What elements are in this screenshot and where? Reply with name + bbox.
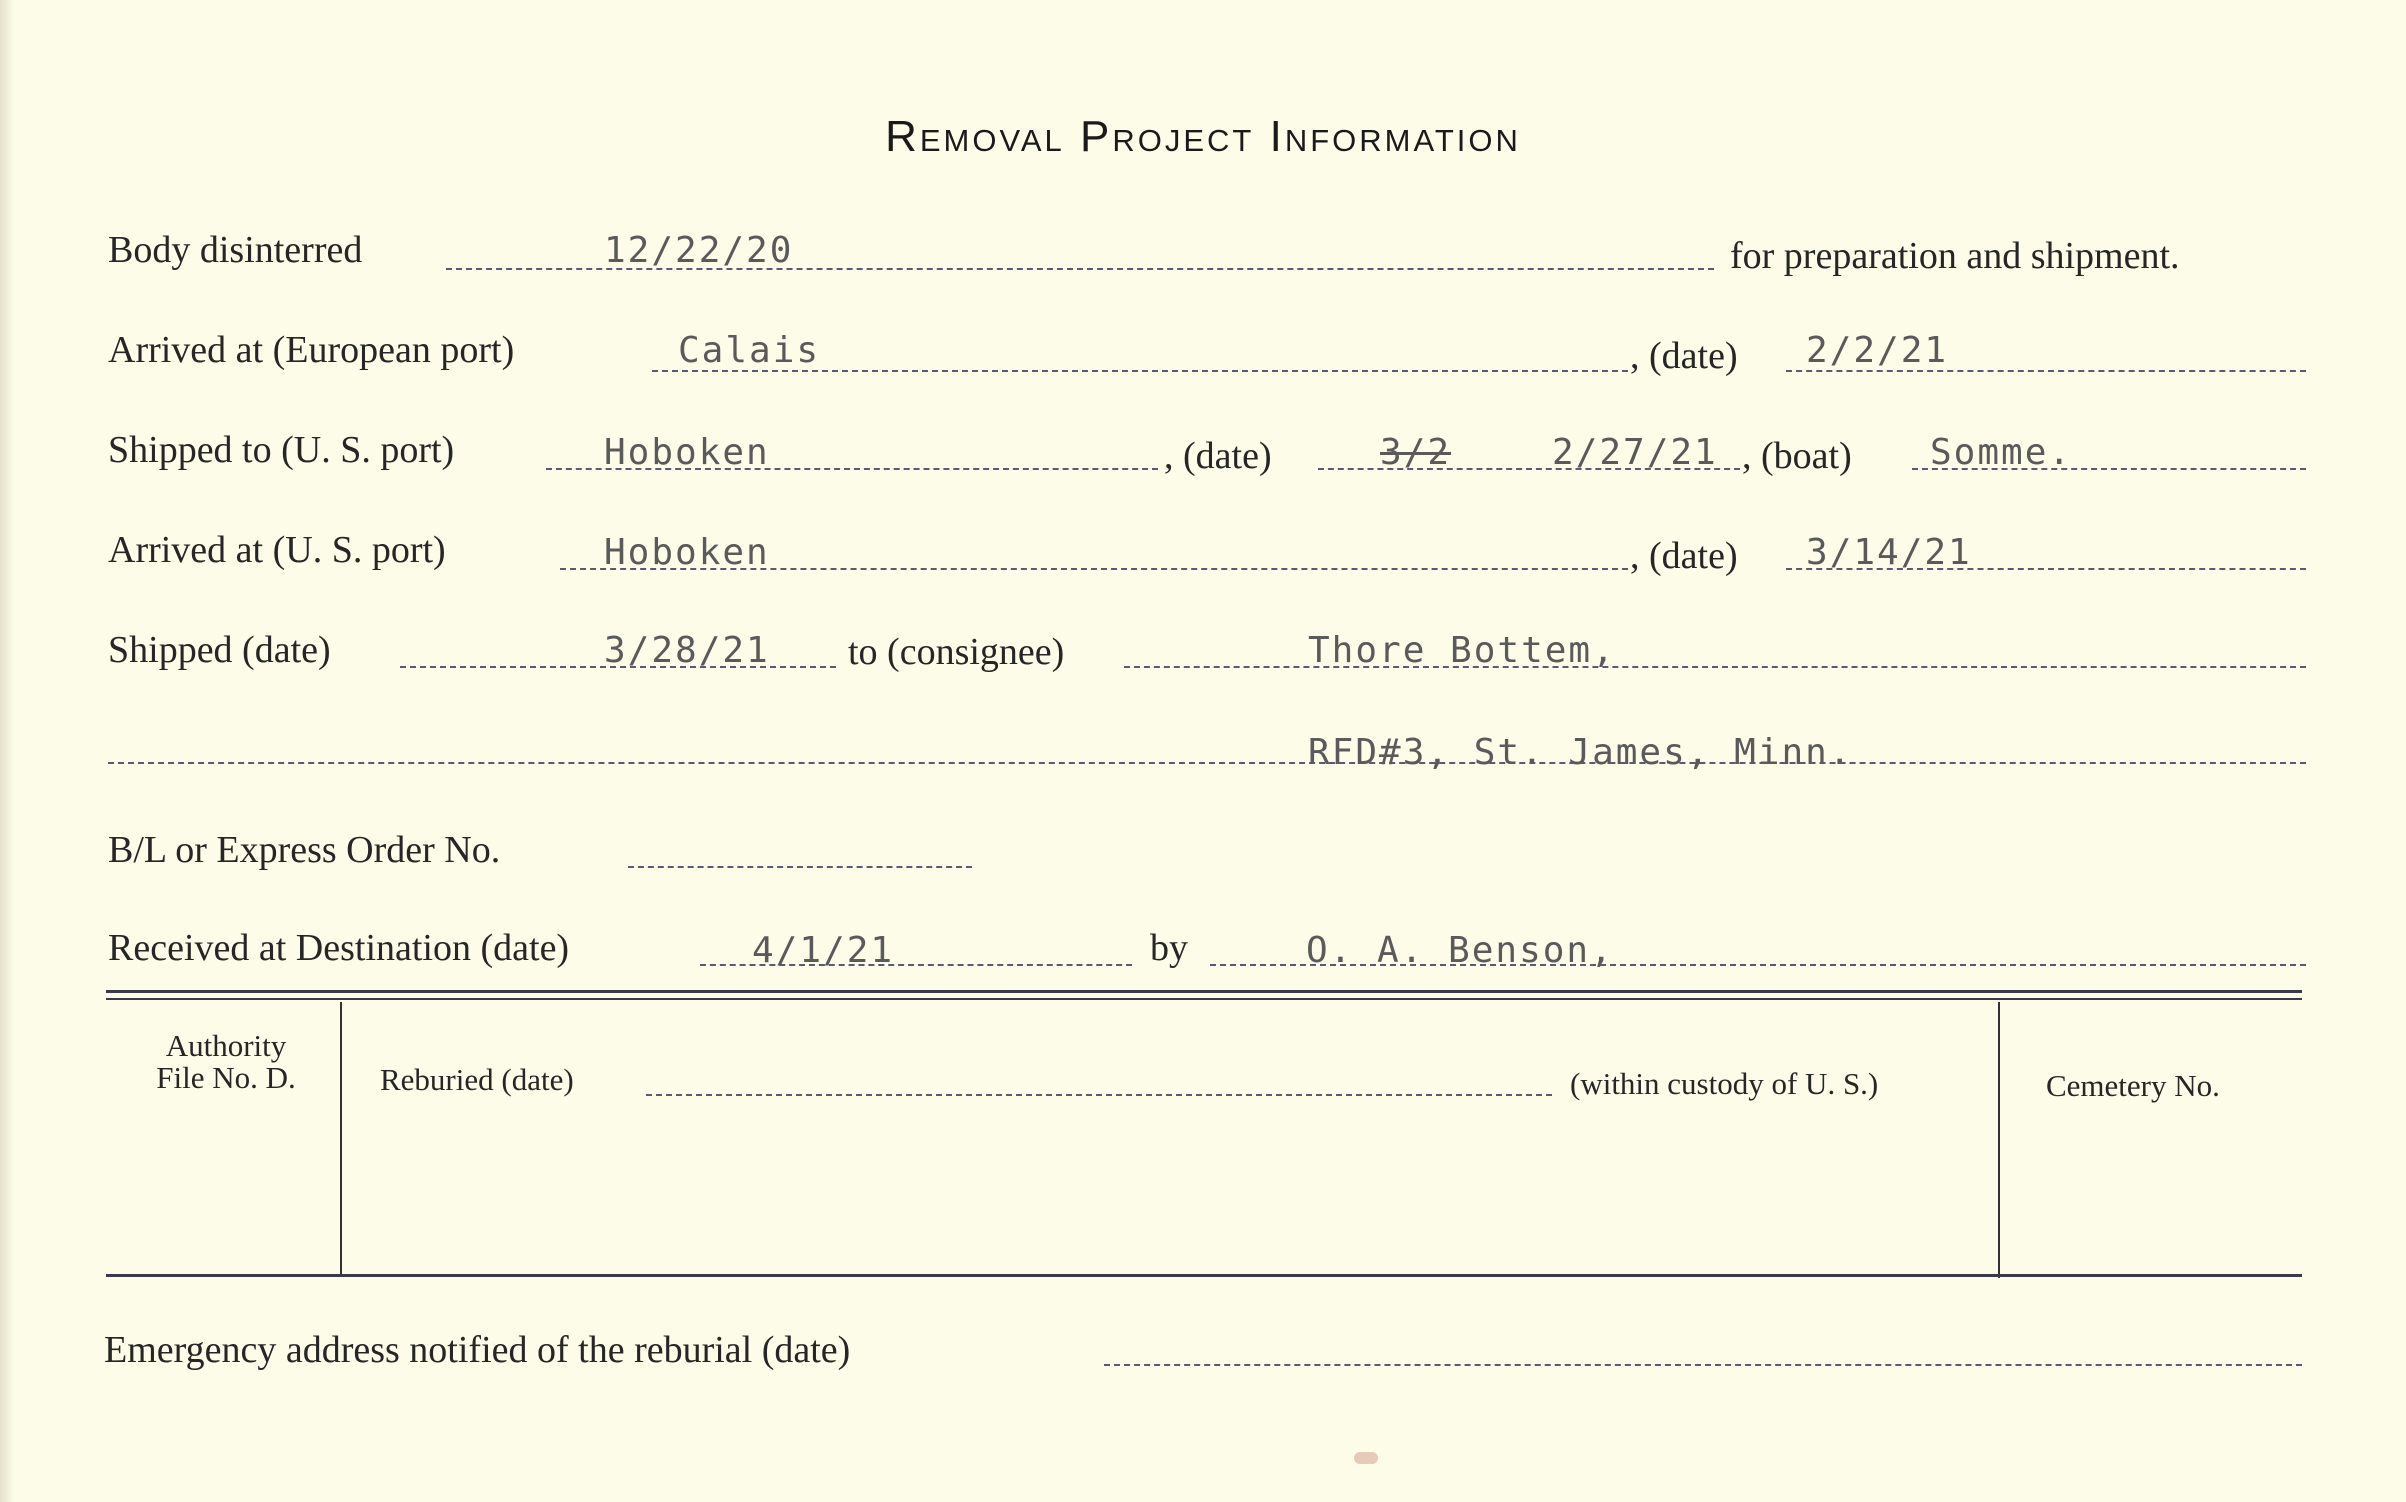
authority-label: Authority File No. D.	[156, 1028, 296, 1095]
bl-label: B/L or Express Order No.	[108, 829, 501, 871]
received-by-label: by	[1150, 927, 1188, 969]
reburied-line	[646, 1094, 1552, 1096]
arrived-us-port: Hoboken	[604, 532, 770, 573]
received-by: O. A. Benson,	[1306, 930, 1614, 971]
shipped-date: 3/28/21	[604, 630, 770, 671]
shipped-to-date-struck: 3/2	[1380, 432, 1452, 473]
arrived-europe-port: Calais	[678, 330, 821, 371]
table-top-rule	[106, 990, 2302, 993]
consignee-name: Thore Bottem,	[1308, 630, 1616, 671]
card-title: Removal Project Information	[885, 112, 1521, 161]
shipped-to-label: Shipped to (U. S. port)	[108, 429, 455, 471]
shipped-date-label: Shipped (date)	[108, 629, 331, 671]
address-line	[108, 762, 2306, 764]
arrived-europe-date: 2/2/21	[1806, 330, 1949, 371]
table-divider-left	[340, 1002, 342, 1274]
received-label: Received at Destination (date)	[108, 927, 570, 969]
custody-label: (within custody of U. S.)	[1570, 1066, 1879, 1101]
arrived-us-date-label: , (date)	[1630, 535, 1738, 577]
table-bottom-rule	[106, 1274, 2302, 1277]
arrived-us-date: 3/14/21	[1806, 532, 1972, 573]
received-date: 4/1/21	[752, 930, 895, 971]
shipped-to-date: 2/27/21	[1552, 432, 1718, 473]
boat-value: Somme.	[1930, 432, 2073, 473]
consignee-line	[1124, 666, 2306, 668]
boat-label: , (boat)	[1742, 435, 1852, 477]
arrived-us-label: Arrived at (U. S. port)	[108, 529, 446, 571]
consignee-label: to (consignee)	[848, 631, 1065, 673]
disinterred-label: Body disinterred	[108, 229, 363, 271]
emergency-label: Emergency address notified of the reburial (date)	[104, 1329, 851, 1371]
table-top-rule-2	[106, 998, 2302, 1000]
consignee-address: RFD#3, St. James, Minn.	[1308, 732, 1853, 773]
shipped-to-date-label: , (date)	[1164, 435, 1272, 477]
disinterred-value: 12/22/20	[604, 230, 794, 271]
arrived-europe-date-label: , (date)	[1630, 335, 1738, 377]
ink-stain	[1354, 1452, 1378, 1464]
arrived-europe-label: Arrived at (European port)	[108, 329, 515, 371]
card-edge	[0, 0, 14, 1502]
cemetery-label: Cemetery No.	[2046, 1068, 2220, 1103]
reburied-label: Reburied (date)	[380, 1062, 574, 1097]
disinterred-suffix: for preparation and shipment.	[1730, 235, 2180, 277]
table-divider-right	[1998, 1002, 2000, 1278]
bl-line	[628, 866, 972, 868]
shipped-to-port: Hoboken	[604, 432, 770, 473]
emergency-line	[1104, 1364, 2302, 1366]
